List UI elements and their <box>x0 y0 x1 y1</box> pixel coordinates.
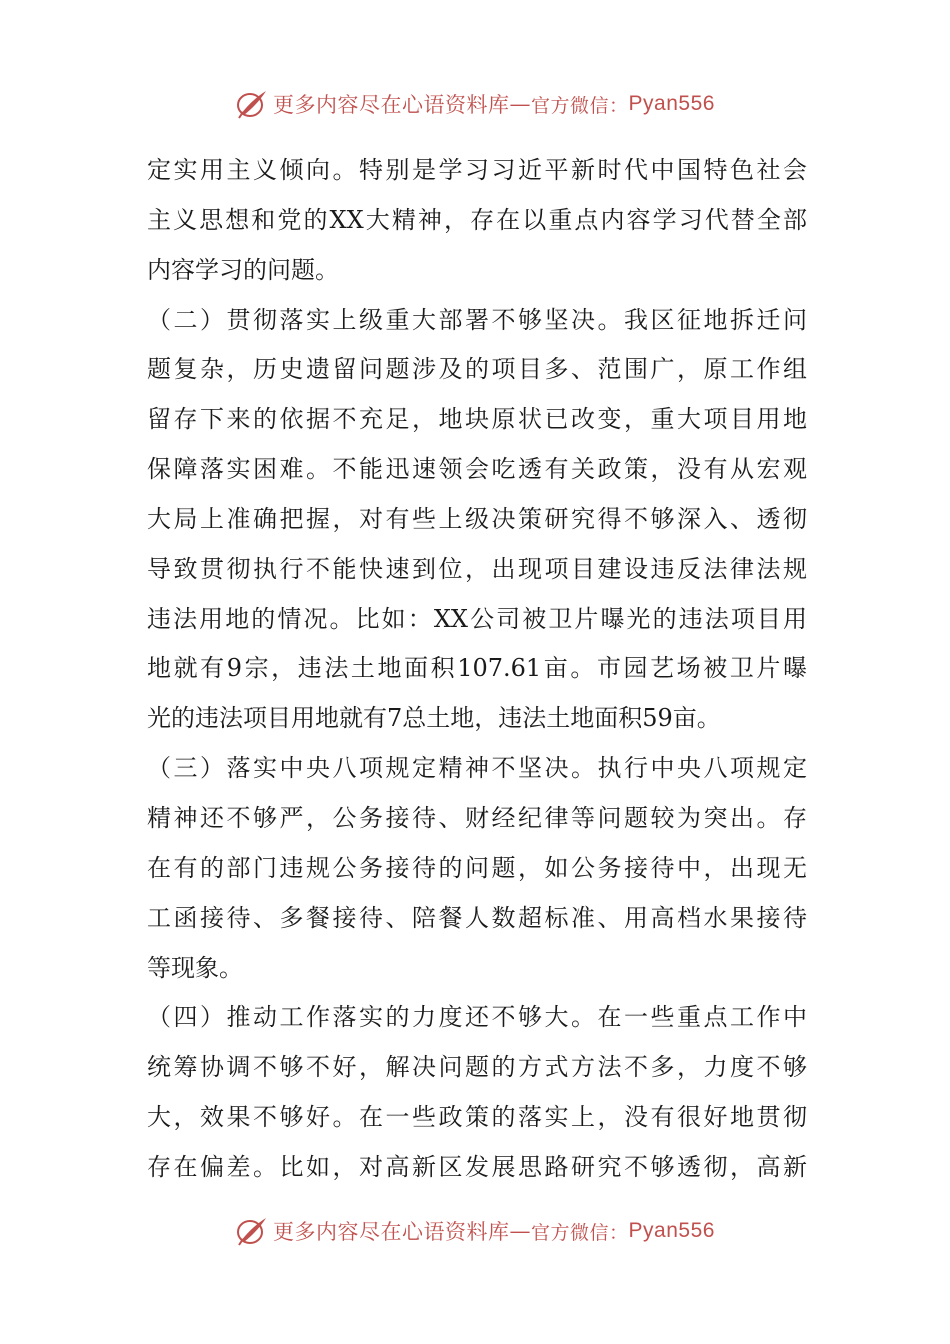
text-line: 等现象。 <box>147 953 243 982</box>
banner-dash: — <box>509 92 532 116</box>
banner-sub-text: 官方微信： <box>531 94 629 117</box>
text-line: 导致贯彻执行不能快速到位，出现项目建设违反法律法规 <box>147 554 807 583</box>
text-line: 保障落实困难。不能迅速领会吃透有关政策，没有从宏观 <box>147 455 807 484</box>
header-watermark-banner <box>0 84 950 124</box>
text-line: 大局上准确把握，对有些上级决策研究得不够深入、透彻 <box>147 504 807 533</box>
text-line: 内容学习的问题。 <box>147 255 339 284</box>
text-line: 大，效果不够好。在一些政策的落实上，没有很好地贯彻 <box>147 1103 807 1132</box>
text-line: 主义思想和党的XX大精神，存在以重点内容学习代替全部 <box>147 205 807 234</box>
text-line: 违法用地的情况。比如：XX公司被卫片曝光的违法项目用 <box>147 604 807 633</box>
banner-wechat-id: Pyan556 <box>628 92 715 115</box>
text-line: 工函接待、多餐接待、陪餐人数超标准、用高档水果接待 <box>147 903 807 932</box>
text-line: 在有的部门违规公务接待的问题，如公务接待中，出现无 <box>147 853 807 882</box>
banner-main-text: 更多内容尽在心语资料库 <box>273 93 510 117</box>
text-line: 精神还不够严，公务接待、财经纪律等问题较为突出。存 <box>147 803 807 832</box>
text-line: （二）贯彻落实上级重大部署不够坚决。我区征地拆迁问 <box>147 305 807 334</box>
text-line: 题复杂，历史遗留问题涉及的项目多、范围广，原工作组 <box>147 355 807 384</box>
document-body <box>147 146 807 1193</box>
quill-pen-logo-icon <box>235 88 269 120</box>
banner-wechat-id: Pyan556 <box>628 1219 715 1242</box>
text-line: 地就有9宗，违法土地面积107.61亩。市园艺场被卫片曝 <box>147 654 807 683</box>
text-line: 统筹协调不够不好，解决问题的方式方法不多，力度不够 <box>147 1053 807 1082</box>
footer-watermark-banner <box>0 1211 950 1251</box>
banner-sub-text: 官方微信： <box>531 1221 629 1244</box>
banner-main-text: 更多内容尽在心语资料库 <box>273 1220 510 1244</box>
quill-pen-logo-icon <box>235 1215 269 1247</box>
text-line: （三）落实中央八项规定精神不坚决。执行中央八项规定 <box>147 754 807 783</box>
text-line: （四）推动工作落实的力度还不够大。在一些重点工作中 <box>147 1003 807 1032</box>
text-line: 光的违法项目用地就有7总土地，违法土地面积59亩。 <box>147 704 721 733</box>
banner-dash: — <box>509 1219 532 1243</box>
text-line: 留存下来的依据不充足，地块原状已改变，重大项目用地 <box>147 405 807 434</box>
text-line: 存在偏差。比如，对高新区发展思路研究不够透彻，高新 <box>147 1152 807 1181</box>
text-line: 定实用主义倾向。特别是学习习近平新时代中国特色社会 <box>147 156 807 184</box>
